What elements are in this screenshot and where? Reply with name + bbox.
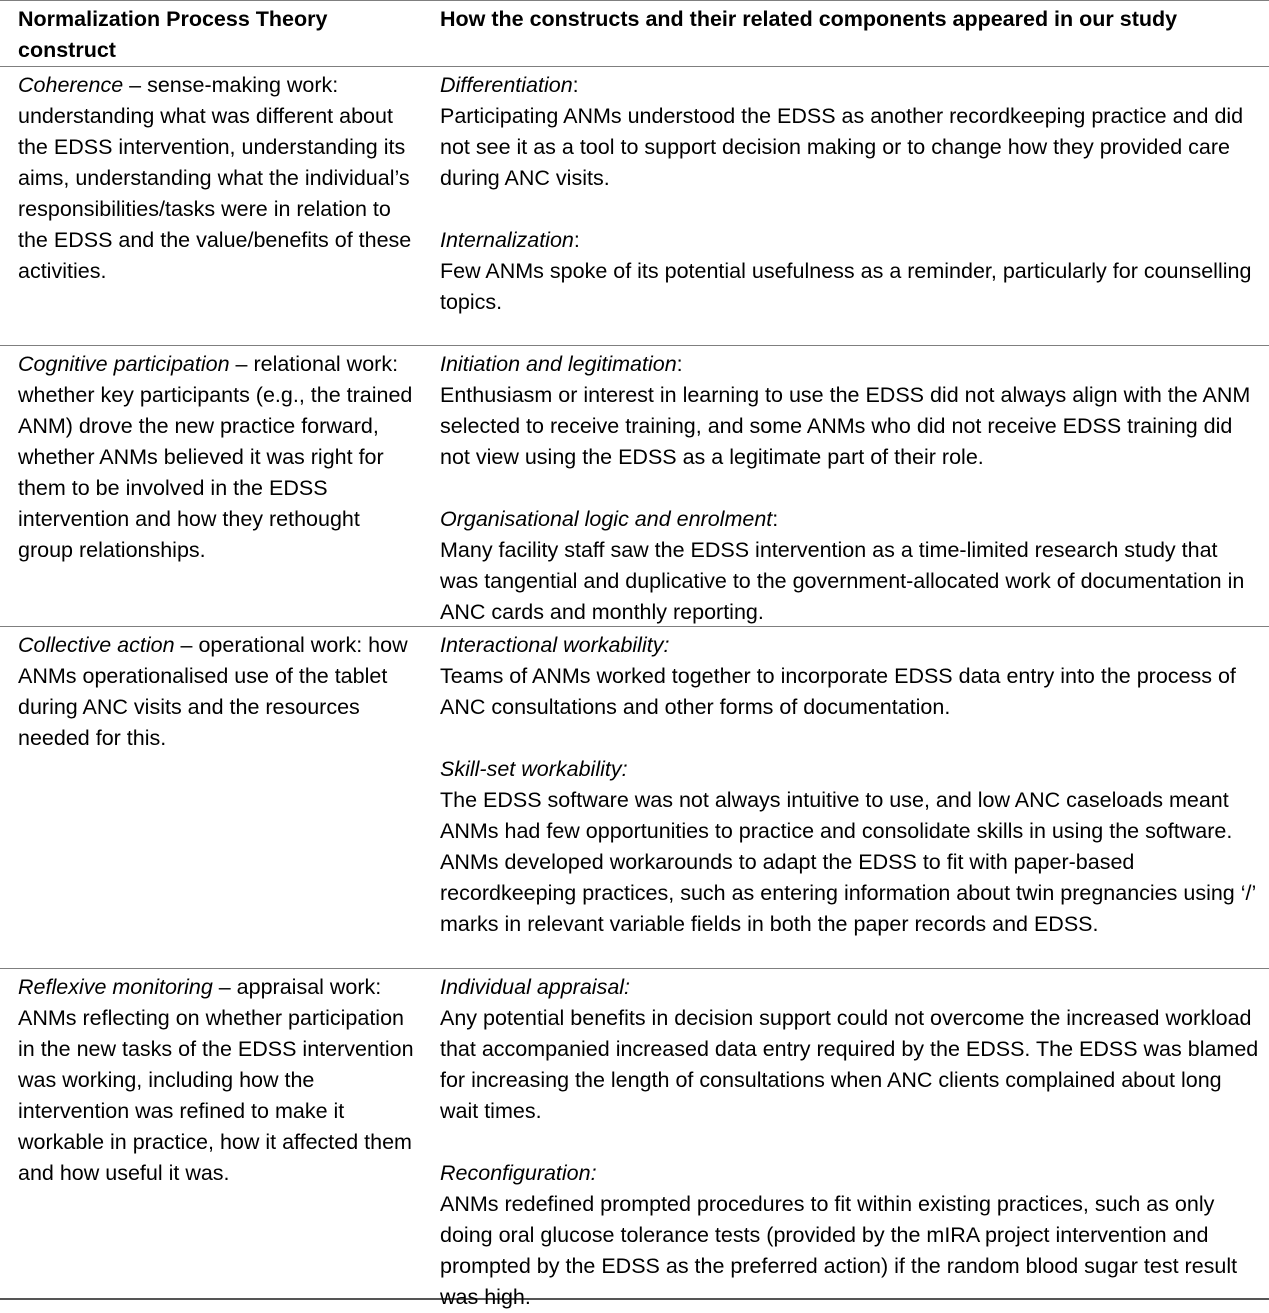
paragraph-gap: [440, 723, 1259, 754]
table-row-cognitive-participation: [0, 346, 1269, 627]
component-heading: [440, 70, 1259, 101]
construct-description: – appraisal work: ANMs reflecting on whether participation in the new tasks of the EDSS intervention was working, including how the intervention was refined to make it workable in practice, how it affected them and how useful it was.: [18, 975, 414, 1185]
construct-cell: [0, 969, 423, 1298]
component-text: Enthusiasm or interest in learning to use the EDSS did not always align with the ANM selected to receive training, and some ANMs who did not receive EDSS training did not view using the EDSS as a legitimate part of their role.: [440, 383, 1251, 469]
component-heading: [440, 972, 1259, 1003]
component-label: Differentiation: [440, 73, 573, 97]
component-label: Initiation and legitimation: [440, 352, 677, 376]
component-text: Many facility staff saw the EDSS intervention as a time-limited research study that was tangential and duplicative to the government-allocated work of documentation in ANC cards and monthly reporting.: [440, 538, 1245, 624]
component-label: Individual appraisal:: [440, 975, 631, 999]
paragraph-gap: [440, 1127, 1259, 1158]
component-label-suffix: :: [573, 228, 580, 252]
component-text: ANMs redefined prompted procedures to fit within existing practices, such as only doing oral glucose tolerance tests (provided by the mIRA project intervention and prompted by the EDSS as the preferred action) if the random blood sugar test result was high.: [440, 1192, 1238, 1309]
construct-description: – sense-making work: understanding what was different about the EDSS intervention, understanding its aims, understanding what the individual’s responsibilities/tasks were in relation to the EDSS and the value/benefits of these activities.: [18, 73, 412, 283]
component-label: Internalization: [440, 228, 574, 252]
components-cell: [423, 346, 1269, 626]
component-heading: [440, 754, 1259, 785]
header-appearance: How the constructs and their related components appeared in our study: [440, 7, 1178, 31]
construct-label: Collective action: [18, 633, 175, 657]
construct-description: – relational work: whether key participants (e.g., the trained ANM) drove the new practice forward, whether ANMs believed it was right for them to be involved in the EDSS intervention and how they rethought group relationships.: [18, 352, 413, 562]
component-heading: [440, 225, 1259, 256]
construct-cell: [0, 346, 423, 626]
construct-cell: [0, 67, 423, 345]
component-heading: [440, 504, 1259, 535]
table-header-row: [0, 1, 1269, 67]
component-label-suffix: :: [772, 507, 779, 531]
component-text: Any potential benefits in decision support could not overcome the increased workload that accompanied increased data entry required by the EDSS. The EDSS was blamed for increasing the length of consultations when ANC clients complained about long wait times.: [440, 1006, 1259, 1123]
component-label: Interactional workability:: [440, 633, 670, 657]
component-heading: [440, 630, 1259, 661]
header-construct: Normalization Process Theory construct: [18, 7, 328, 62]
component-label: Organisational logic and enrolment: [440, 507, 773, 531]
components-cell: [423, 969, 1269, 1309]
table-row-collective-action: [0, 627, 1269, 969]
table-row-reflexive-monitoring: [0, 969, 1269, 1309]
component-text: Participating ANMs understood the EDSS as another recordkeeping practice and did not see it as a tool to support decision making or to change how they provided care during ANC visits.: [440, 104, 1244, 190]
construct-label: Cognitive participation: [18, 352, 230, 376]
construct-cell: [0, 627, 423, 968]
component-label-suffix: :: [572, 73, 579, 97]
components-cell: [423, 627, 1269, 968]
component-heading: [440, 349, 1259, 380]
construct-description: – operational work: how ANMs operationalised use of the tablet during ANC visits and the resources needed for this.: [18, 633, 408, 750]
component-label-suffix: :: [676, 352, 683, 376]
component-text: Teams of ANMs worked together to incorporate EDSS data entry into the process of ANC consultations and other forms of documentation.: [440, 664, 1236, 719]
construct-label: Coherence: [18, 73, 124, 97]
component-text: The EDSS software was not always intuitive to use, and low ANC caseloads meant ANMs had few opportunities to practice and consolidate skills in using the software. ANMs developed workarounds to adapt the EDSS to fit with paper-based recordkeeping practices, such as entering information about twin pregnancies using ‘/’ marks in relevant variable fields in both the paper records and EDSS.: [440, 788, 1256, 936]
component-label: Reconfiguration:: [440, 1161, 597, 1185]
paragraph-gap: [440, 194, 1259, 225]
component-label: Skill-set workability:: [440, 757, 628, 781]
paragraph-gap: [440, 473, 1259, 504]
component-text: Few ANMs spoke of its potential usefulness as a reminder, particularly for counselling topics.: [440, 259, 1252, 314]
component-heading: [440, 1158, 1259, 1189]
table-row-coherence: [0, 67, 1269, 346]
construct-label: Reflexive monitoring: [18, 975, 213, 999]
components-cell: [423, 67, 1269, 345]
